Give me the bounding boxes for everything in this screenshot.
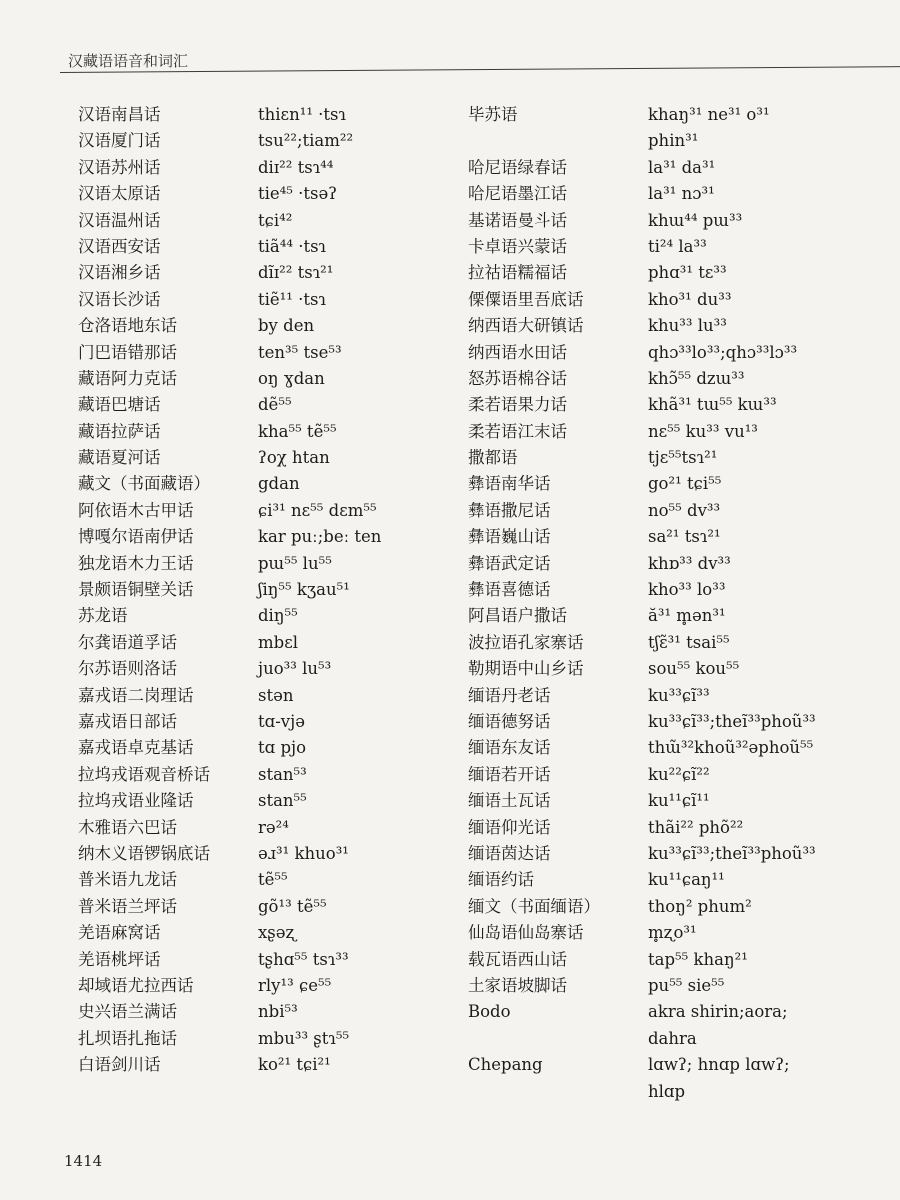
entry-row xyxy=(78,524,458,550)
entry-row xyxy=(468,709,888,735)
language-name: 缅语仰光话 xyxy=(468,817,551,837)
language-name: 尔苏语则洛话 xyxy=(78,659,177,679)
language-name: 却域语尤拉西话 xyxy=(78,975,194,995)
entry-row xyxy=(468,181,888,207)
language-name: 彝语巍山话 xyxy=(468,527,551,547)
word-form: no⁵⁵ dv³³ xyxy=(648,500,721,520)
word-form: ti²⁴ la³³ xyxy=(648,236,707,256)
word-form: gõ¹³ tẽ⁵⁵ xyxy=(258,896,327,916)
entry-row xyxy=(468,155,888,181)
language-name: Chepang xyxy=(468,1055,543,1075)
language-name: 彝语武定话 xyxy=(468,553,551,573)
word-form: rə²⁴ xyxy=(258,817,289,837)
word-form: kha⁵⁵ tẽ⁵⁵ xyxy=(258,421,337,441)
entry-row xyxy=(468,867,888,893)
word-form: stan⁵³ xyxy=(258,764,307,784)
language-name: 藏文（书面藏语） xyxy=(78,474,210,494)
word-form: thoŋ² phum² xyxy=(648,896,752,916)
word-form: oŋ ɣdan xyxy=(258,368,325,388)
entry-row xyxy=(78,788,458,814)
entry-row xyxy=(78,366,458,392)
entry-row xyxy=(78,128,458,154)
language-name: Bodo xyxy=(468,1002,511,1022)
entry-row xyxy=(78,498,458,524)
word-form: thɯ̃³²khoũ³²əphoũ⁵⁵ xyxy=(648,738,814,758)
language-name: 纳西语水田话 xyxy=(468,342,567,362)
entry-row xyxy=(468,392,888,418)
entry-row xyxy=(468,340,888,366)
language-name: 缅语若开话 xyxy=(468,764,551,784)
language-name: 藏语巴塘话 xyxy=(78,395,161,415)
entry-row xyxy=(468,999,888,1052)
language-name: 汉语温州话 xyxy=(78,210,161,230)
page-number: 1414 xyxy=(64,1152,103,1170)
language-name: 柔若语江末话 xyxy=(468,421,567,441)
language-name: 缅语土瓦话 xyxy=(468,791,551,811)
entry-row xyxy=(78,603,458,629)
word-form: by den xyxy=(258,316,315,336)
word-form: thiɛn¹¹ ·tsɿ xyxy=(258,105,346,124)
word-form: tiã⁴⁴ ·tsɿ xyxy=(258,236,327,256)
word-form: ko²¹ tɕi²¹ xyxy=(258,1055,331,1075)
entry-row xyxy=(468,102,888,155)
language-name: 嘉戎语二岗理话 xyxy=(78,685,194,705)
entry-row xyxy=(78,656,458,682)
word-form: go²¹ tɕi⁵⁵ xyxy=(648,474,722,494)
word-form: khaŋ³¹ ne³¹ o³¹ phin³¹ xyxy=(648,105,770,151)
entry-row xyxy=(78,551,458,577)
word-form: tie⁴⁵ ·tsəʔ xyxy=(258,184,338,204)
entry-row xyxy=(78,735,458,761)
language-name: 拉坞戎语业隆话 xyxy=(78,791,194,811)
entry-row xyxy=(468,419,888,445)
word-form: m̥ʐo³¹ xyxy=(648,923,697,943)
entry-row xyxy=(468,656,888,682)
entry-row xyxy=(78,1026,458,1052)
language-name: 哈尼语绿春话 xyxy=(468,157,567,177)
language-name: 汉语苏州话 xyxy=(78,157,161,177)
language-name: 撒都语 xyxy=(468,448,518,468)
word-form: akra shirin;aora; dahra xyxy=(648,1002,788,1048)
word-form: dĩɪ²² tsɿ²¹ xyxy=(258,263,334,283)
word-form: dẽ⁵⁵ xyxy=(258,395,292,415)
word-form: stən xyxy=(258,685,294,705)
entry-row xyxy=(78,287,458,313)
word-form: tʂhɑ⁵⁵ tsɿ³³ xyxy=(258,949,349,969)
entry-row xyxy=(468,551,888,577)
word-form: thãi²² phõ²² xyxy=(648,817,744,837)
word-form: gdan xyxy=(258,474,300,494)
language-name: 嘉戎语日部话 xyxy=(78,711,177,731)
entry-row xyxy=(78,894,458,920)
word-form: diɪ²² tsɿ⁴⁴ xyxy=(258,157,334,177)
language-name: 纳木义语锣锅底话 xyxy=(78,843,210,863)
language-name: 傈僳语里吾底话 xyxy=(468,289,584,309)
entry-row xyxy=(78,419,458,445)
language-name: 史兴语兰满话 xyxy=(78,1002,177,1022)
word-form: ku³³ɕĩ³³;theĩ³³phoũ³³ xyxy=(648,712,816,731)
entry-row xyxy=(78,920,458,946)
entry-row xyxy=(468,762,888,788)
language-name: 汉语太原话 xyxy=(78,184,161,204)
language-name: 缅语丹老话 xyxy=(468,685,551,705)
running-header: 汉藏语语音和词汇 xyxy=(68,52,189,70)
word-form: ku¹¹ɕĩ¹¹ xyxy=(648,791,710,811)
word-form: pu⁵⁵ sie⁵⁵ xyxy=(648,975,725,995)
entry-row xyxy=(78,947,458,973)
entry-row xyxy=(78,867,458,893)
language-name: 缅语茵达话 xyxy=(468,843,551,863)
entry-row xyxy=(78,260,458,286)
language-name: 仓洛语地东话 xyxy=(78,316,177,336)
word-form: khã³¹ tɯ⁵⁵ kɯ³³ xyxy=(648,395,777,415)
language-name: 汉语厦门话 xyxy=(78,131,161,151)
entry-row xyxy=(468,683,888,709)
word-form: diŋ⁵⁵ xyxy=(258,606,298,626)
entry-row xyxy=(468,894,888,920)
entry-row xyxy=(78,340,458,366)
language-name: 独龙语木力王话 xyxy=(78,553,194,573)
word-form: kho³³ lo³³ xyxy=(648,580,726,600)
language-name: 羌语麻窝话 xyxy=(78,923,161,943)
word-form: kho³¹ du³³ xyxy=(648,289,732,309)
language-name: 彝语喜德话 xyxy=(468,580,551,600)
entry-row xyxy=(78,471,458,497)
language-name: 土家语坡脚话 xyxy=(468,975,567,995)
entry-row xyxy=(78,973,458,999)
word-form: nbi⁵³ xyxy=(258,1002,298,1022)
language-name: 门巴语错那话 xyxy=(78,342,177,362)
entry-row xyxy=(468,498,888,524)
word-form: khɔ̃⁵⁵ dzɯ³³ xyxy=(648,368,745,388)
word-form: la³¹ da³¹ xyxy=(648,157,716,177)
language-name: 勒期语中山乡话 xyxy=(468,659,584,679)
entry-row xyxy=(78,841,458,867)
word-form: tɑ-vjə xyxy=(258,711,305,731)
language-name: 彝语南华话 xyxy=(468,474,551,494)
word-form: ɕi³¹ nɛ⁵⁵ dɛm⁵⁵ xyxy=(258,500,377,520)
word-form: xʂəʐ xyxy=(258,923,296,943)
language-name: 白语剑川话 xyxy=(78,1055,161,1075)
entry-row xyxy=(468,577,888,603)
entry-row xyxy=(468,445,888,471)
language-name: 彝语撒尼话 xyxy=(468,500,551,520)
language-name: 汉语湘乡话 xyxy=(78,263,161,283)
word-form: qhɔ³³lo³³;qhɔ³³lɔ³³ xyxy=(648,342,798,362)
word-form: phɑ³¹ tɛ³³ xyxy=(648,263,727,283)
word-form: tʃɛ̃³¹ tsai⁵⁵ xyxy=(648,632,730,652)
language-name: 景颇语铜壁关话 xyxy=(78,580,194,600)
left-column xyxy=(78,102,458,1078)
language-name: 缅文（书面缅语） xyxy=(468,896,600,916)
entry-row xyxy=(78,208,458,234)
entry-row xyxy=(468,313,888,339)
word-form: khɒ³³ dv³³ xyxy=(648,553,731,573)
entry-row xyxy=(468,735,888,761)
entry-row xyxy=(78,999,458,1025)
word-form: tiẽ¹¹ ·tsɿ xyxy=(258,289,326,309)
entry-row xyxy=(78,234,458,260)
language-name: 柔若语果力话 xyxy=(468,395,567,415)
word-form: tjɛ⁵⁵tsɿ²¹ xyxy=(648,448,718,468)
word-form: sa²¹ tsɿ²¹ xyxy=(648,527,721,547)
word-form: ku³³ɕĩ³³ xyxy=(648,685,710,705)
language-name: 苏龙语 xyxy=(78,606,128,626)
word-form: pɯ⁵⁵ lu⁵⁵ xyxy=(258,553,332,573)
word-form: stan⁵⁵ xyxy=(258,791,307,811)
word-form: tɑ pjo xyxy=(258,738,307,758)
word-form: tap⁵⁵ khaŋ²¹ xyxy=(648,949,748,969)
word-form: mbu³³ ʂtɿ⁵⁵ xyxy=(258,1028,350,1048)
entry-row xyxy=(78,762,458,788)
entry-row xyxy=(78,815,458,841)
language-name: 仙岛语仙岛寨话 xyxy=(468,923,584,943)
language-name: 阿昌语户撒话 xyxy=(468,606,567,626)
language-name: 拉坞戎语观音桥话 xyxy=(78,764,210,784)
language-name: 纳西语大研镇话 xyxy=(468,316,584,336)
entry-row xyxy=(78,630,458,656)
language-name: 尔龚语道孚话 xyxy=(78,632,177,652)
entry-row xyxy=(468,471,888,497)
word-form: nɛ⁵⁵ ku³³ vu¹³ xyxy=(648,421,758,441)
language-name: 载瓦语西山话 xyxy=(468,949,567,969)
language-name: 扎坝语扎拖话 xyxy=(78,1028,177,1048)
entry-row xyxy=(468,1052,888,1105)
language-name: 卡卓语兴蒙话 xyxy=(468,236,567,256)
entry-row xyxy=(468,973,888,999)
language-name: 汉语南昌话 xyxy=(78,105,161,124)
word-form: khɯ⁴⁴ pɯ³³ xyxy=(648,210,743,230)
entry-row xyxy=(78,313,458,339)
entry-row xyxy=(468,208,888,234)
language-name: 怒苏语棉谷话 xyxy=(468,368,567,388)
language-name: 藏语阿力克话 xyxy=(78,368,177,388)
language-name: 波拉语孔家寨话 xyxy=(468,632,584,652)
entry-row xyxy=(468,524,888,550)
language-name: 普米语九龙话 xyxy=(78,870,177,890)
language-name: 阿依语木古甲话 xyxy=(78,500,194,520)
language-name: 缅语约话 xyxy=(468,870,534,890)
word-form: lɑwʔ; hnɑp lɑwʔ; hlɑp xyxy=(648,1055,790,1101)
word-form: sou⁵⁵ kou⁵⁵ xyxy=(648,659,740,679)
entry-row xyxy=(78,181,458,207)
word-form: tẽ⁵⁵ xyxy=(258,870,288,890)
language-name: 毕苏语 xyxy=(468,105,518,124)
language-name: 博嘎尔语南伊话 xyxy=(78,527,194,547)
entry-row xyxy=(468,366,888,392)
entry-row xyxy=(468,260,888,286)
entry-row xyxy=(78,392,458,418)
language-name: 普米语兰坪话 xyxy=(78,896,177,916)
word-form: əɹ³¹ khuo³¹ xyxy=(258,843,349,863)
language-name: 哈尼语墨江话 xyxy=(468,184,567,204)
language-name: 汉语长沙话 xyxy=(78,289,161,309)
language-name: 基诺语曼斗话 xyxy=(468,210,567,230)
language-name: 缅语德努话 xyxy=(468,712,551,731)
word-form: rly¹³ ɕe⁵⁵ xyxy=(258,975,332,995)
word-form: ten³⁵ tse⁵³ xyxy=(258,342,342,362)
entry-row xyxy=(78,1052,458,1078)
word-form: ku¹¹ɕaŋ¹¹ xyxy=(648,870,725,890)
word-form: ku³³ɕĩ³³;theĩ³³phoũ³³ xyxy=(648,843,816,863)
entry-row xyxy=(78,445,458,471)
entry-row xyxy=(468,630,888,656)
entry-row xyxy=(78,577,458,603)
entry-row xyxy=(468,841,888,867)
language-name: 木雅语六巴话 xyxy=(78,817,177,837)
language-name: 汉语西安话 xyxy=(78,236,161,256)
entry-row xyxy=(78,155,458,181)
language-name: 缅语东友话 xyxy=(468,738,551,758)
entry-row xyxy=(78,683,458,709)
entry-row xyxy=(78,102,458,128)
language-name: 藏语拉萨话 xyxy=(78,421,161,441)
language-name: 藏语夏河话 xyxy=(78,448,161,468)
word-form: kar puː;beː ten xyxy=(258,527,382,547)
entry-row xyxy=(468,815,888,841)
word-form: la³¹ nɔ³¹ xyxy=(648,184,715,204)
word-form: mbɛl xyxy=(258,632,299,652)
word-form: ă³¹ m̥ən³¹ xyxy=(648,606,726,626)
word-form: ʔoχ htan xyxy=(258,448,330,468)
language-name: 嘉戎语卓克基话 xyxy=(78,738,194,758)
word-form: khu³³ lu³³ xyxy=(648,316,727,336)
entry-row xyxy=(468,920,888,946)
entry-row xyxy=(468,603,888,629)
language-name: 羌语桃坪话 xyxy=(78,949,161,969)
word-form: ʃiŋ⁵⁵ kʒau⁵¹ xyxy=(258,580,350,600)
language-name: 拉祜语糯福话 xyxy=(468,263,567,283)
entry-row xyxy=(468,287,888,313)
word-form: juo³³ lu⁵³ xyxy=(258,659,332,679)
entry-row xyxy=(468,947,888,973)
right-column xyxy=(468,102,888,1105)
entry-row xyxy=(78,709,458,735)
entry-row xyxy=(468,788,888,814)
entry-row xyxy=(468,234,888,260)
word-form: tɕi⁴² xyxy=(258,210,293,230)
word-form: tsu²²;tiam²² xyxy=(258,131,354,151)
word-form: ku²²ɕĩ²² xyxy=(648,764,710,784)
